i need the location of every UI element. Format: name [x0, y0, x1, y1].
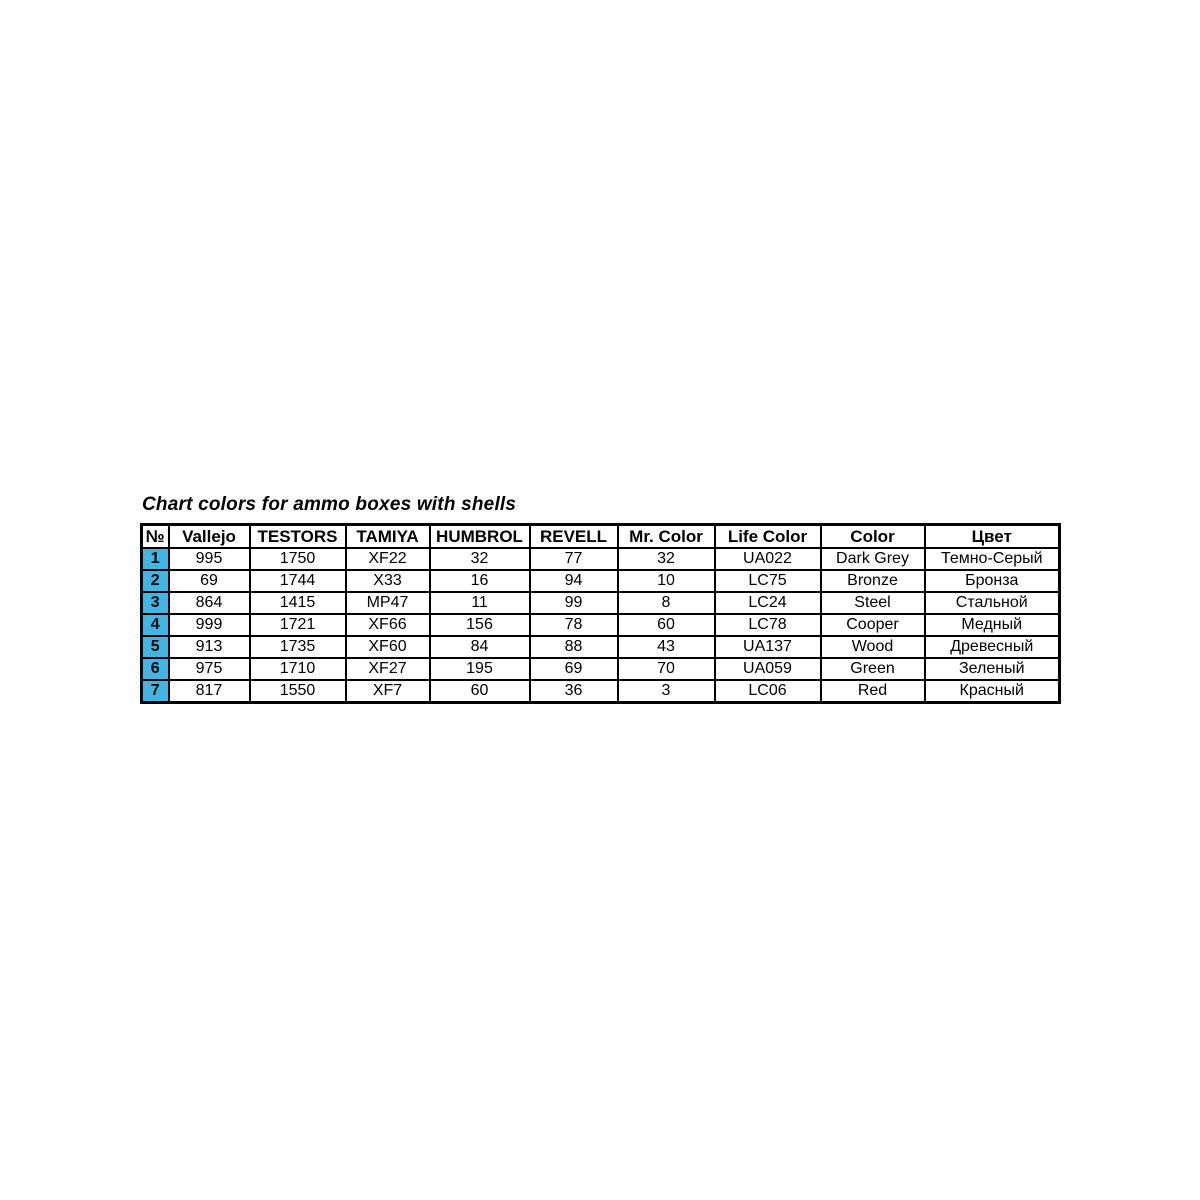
table-cell: Древесный	[925, 636, 1060, 658]
column-header-8: Color	[821, 525, 925, 549]
row-number-cell: 4	[142, 614, 169, 636]
table-row	[142, 614, 1060, 636]
table-cell: 77	[530, 548, 618, 570]
row-number-cell: 6	[142, 658, 169, 680]
table-cell: 60	[618, 614, 715, 636]
table-row	[142, 548, 1060, 570]
table-cell: 70	[618, 658, 715, 680]
table-cell: 913	[169, 636, 250, 658]
table-cell: 60	[430, 680, 530, 703]
table-cell: 84	[430, 636, 530, 658]
table-cell: 99	[530, 592, 618, 614]
column-header-0: №	[142, 525, 169, 549]
table-cell: 1415	[250, 592, 346, 614]
table-cell: Медный	[925, 614, 1060, 636]
table-cell: 10	[618, 570, 715, 592]
table-cell: 94	[530, 570, 618, 592]
table-cell: 1721	[250, 614, 346, 636]
table-cell: UA059	[715, 658, 821, 680]
table-row	[142, 680, 1060, 703]
table-row	[142, 658, 1060, 680]
table-row	[142, 570, 1060, 592]
column-header-4: HUMBROL	[430, 525, 530, 549]
table-cell: UA137	[715, 636, 821, 658]
table-cell: Зеленый	[925, 658, 1060, 680]
table-cell: 975	[169, 658, 250, 680]
table-cell: Красный	[925, 680, 1060, 703]
table-cell: Бронза	[925, 570, 1060, 592]
table-cell: 864	[169, 592, 250, 614]
row-number-cell: 1	[142, 548, 169, 570]
table-cell: 1550	[250, 680, 346, 703]
row-number-cell: 2	[142, 570, 169, 592]
table-cell: 43	[618, 636, 715, 658]
table-cell: 995	[169, 548, 250, 570]
column-header-2: TESTORS	[250, 525, 346, 549]
table-cell: 32	[430, 548, 530, 570]
column-header-1: Vallejo	[169, 525, 250, 549]
table-cell: 88	[530, 636, 618, 658]
table-row	[142, 592, 1060, 614]
table-cell: 32	[618, 548, 715, 570]
table-cell: Cooper	[821, 614, 925, 636]
column-header-9: Цвет	[925, 525, 1060, 549]
table-cell: Red	[821, 680, 925, 703]
table-cell: Dark Grey	[821, 548, 925, 570]
table-cell: 195	[430, 658, 530, 680]
row-number-cell: 5	[142, 636, 169, 658]
table-cell: XF7	[346, 680, 430, 703]
chart-title: Chart colors for ammo boxes with shells	[142, 494, 517, 515]
table-cell: LC24	[715, 592, 821, 614]
table-cell: 1744	[250, 570, 346, 592]
row-number-cell: 3	[142, 592, 169, 614]
paint-conversion-table	[140, 523, 1061, 704]
table-cell: MP47	[346, 592, 430, 614]
table-cell: 3	[618, 680, 715, 703]
table-cell: 156	[430, 614, 530, 636]
table-cell: 8	[618, 592, 715, 614]
table-cell: XF27	[346, 658, 430, 680]
table-row	[142, 636, 1060, 658]
table-cell: 1735	[250, 636, 346, 658]
column-header-3: TAMIYA	[346, 525, 430, 549]
row-number-cell: 7	[142, 680, 169, 703]
table-cell: 36	[530, 680, 618, 703]
table-cell: X33	[346, 570, 430, 592]
table-body	[142, 548, 1060, 703]
table-cell: Wood	[821, 636, 925, 658]
table-header-row	[142, 525, 1060, 549]
table-cell: XF22	[346, 548, 430, 570]
table-cell: LC75	[715, 570, 821, 592]
column-header-6: Mr. Color	[618, 525, 715, 549]
table-cell: 817	[169, 680, 250, 703]
table-cell: XF66	[346, 614, 430, 636]
table-cell: LC06	[715, 680, 821, 703]
table-cell: 16	[430, 570, 530, 592]
table-cell: LC78	[715, 614, 821, 636]
table-cell: 11	[430, 592, 530, 614]
color-chart-block	[140, 494, 1060, 704]
column-header-5: REVELL	[530, 525, 618, 549]
table-cell: XF60	[346, 636, 430, 658]
table-cell: Green	[821, 658, 925, 680]
column-header-7: Life Color	[715, 525, 821, 549]
table-cell: 69	[530, 658, 618, 680]
table-cell: 69	[169, 570, 250, 592]
table-cell: 999	[169, 614, 250, 636]
table-cell: 1750	[250, 548, 346, 570]
table-cell: 1710	[250, 658, 346, 680]
table-cell: Стальной	[925, 592, 1060, 614]
table-cell: Bronze	[821, 570, 925, 592]
table-cell: 78	[530, 614, 618, 636]
table-cell: UA022	[715, 548, 821, 570]
table-cell: Steel	[821, 592, 925, 614]
table-cell: Темно-Серый	[925, 548, 1060, 570]
